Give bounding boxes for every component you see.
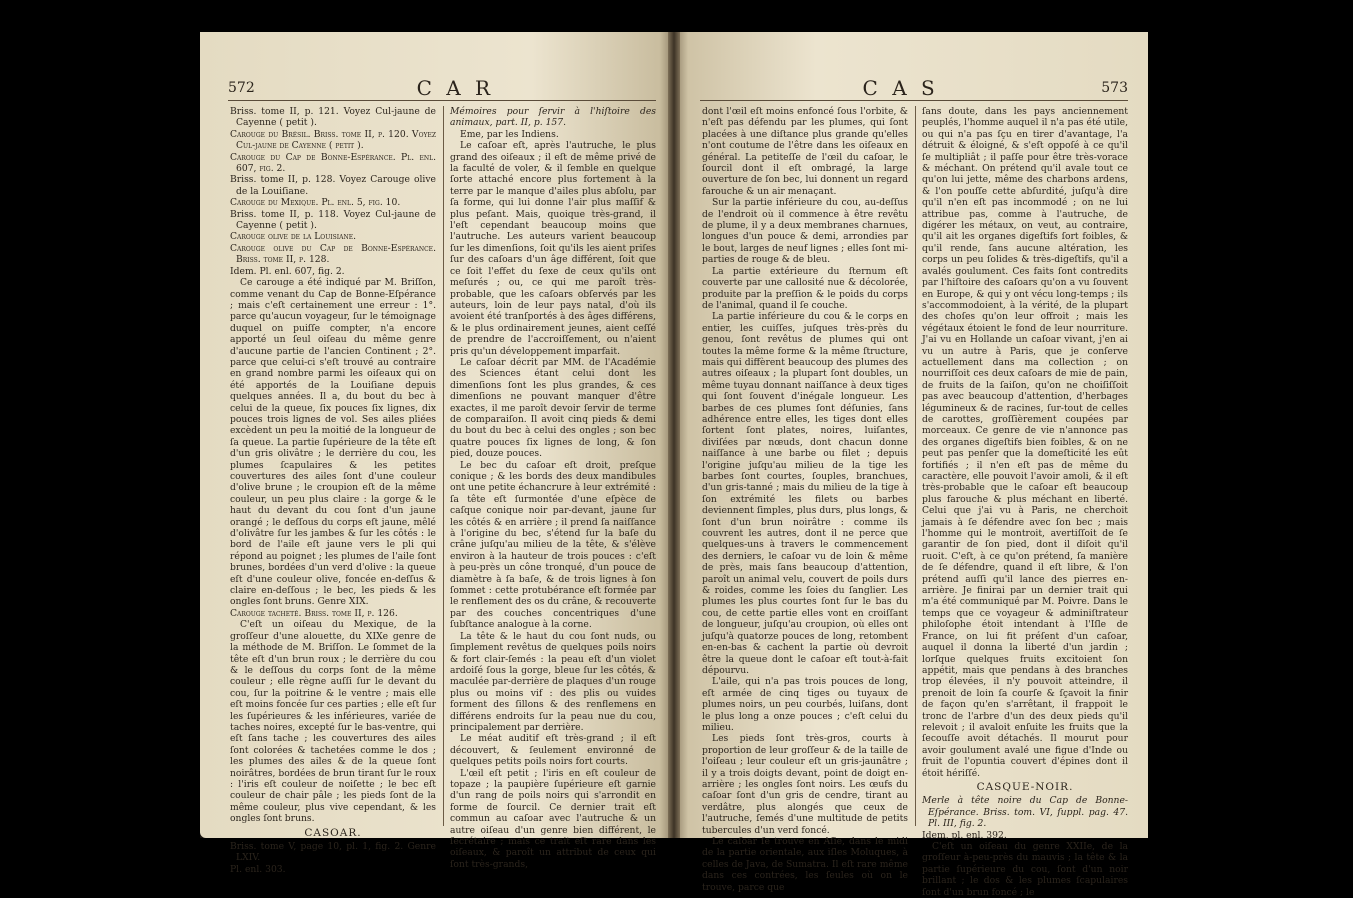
open-book	[200, 32, 1148, 898]
body-paragraph: Le bec du caſoar eſt droit, preſque conique ; & les bords des deux mandibules ont une petite échancrure à leur extrémité : ſa tête eſt ſurmontée d'une eſpèce de caſque conique noir par-devant, jaune ſur les côtés & en arrière ; il prend ſa naiſſance à l'origine du bec, s'étend ſur la baſe du crâne juſqu'au milieu de la tête, & s'élève environ à la hauteur de trois pouces : c'eſt à peu-près un cône tronqué, d'un pouce de diamètre à ſa baſe, & de trois lignes à ſon ſommet : cette protubérance eſt formée par le renflement des os du crâne, & recouverte par des couches concentriques d'une ſubſtance analogue à la corne.	[450, 459, 657, 631]
entry-text: Briss. tome II, p. 128. Voyez Carouge olive de la Louiſiane.	[230, 174, 436, 197]
body-paragraph: L'aile, qui n'a pas trois pouces de long, eſt armée de cinq tiges ou tuyaux de plumes noirs, un peu courbés, luiſans, dont le plus long a onze pouces ; c'eſt celui du milieu.	[702, 676, 908, 733]
right-column-1	[702, 106, 908, 893]
page-number: 572	[228, 80, 255, 96]
entry-text: Carouge du Bréſil. Briss. tome II, p. 120. Voyez Cul-jaune de Cayenne ( petit ).	[230, 128, 436, 152]
entry-text: Briss. tome V, page 10, pl. 1, fig. 2. Genre LXIV.	[230, 841, 436, 864]
running-head: C A R	[416, 76, 495, 100]
body-paragraph: La partie extérieure du ſternum eſt couverte par une callosité nue & décolorée, produite par la preſſion & le poids du corps de l'animal, quand il ſe couche.	[702, 265, 908, 311]
entry-heading: CASOAR.	[304, 826, 362, 839]
body-paragraph: Le caſoar ſe trouve en Aſie, dans le midi de la partie orientale, aux iſles Moluques, à celles de Java, de Sumatra. Il eſt rare même dans ces contrées, les ſeules où on le trouve, parce que	[702, 836, 908, 893]
body-paragraph: C'eſt un oiſeau du genre XXIIe, de la groſſeur à-peu-près du mauvis ; la tête & la partie ſupérieure du cou, ſont d'un noir brillant ; le dos & les plumes ſcapulaires ſont d'un brun foncé ; le	[922, 841, 1128, 898]
entry-text: Briss. tome II, p. 121. Voyez Cul-jaune de Cayenne ( petit ).	[230, 106, 436, 129]
entry-text: Merle à tête noire du Cap de Bonne-Eſpérance. Briss. tom. VI, ſuppl. pag. 47. Pl. III, fig. 2.	[922, 795, 1128, 830]
left-column-1	[230, 106, 436, 875]
entry-text: Pl. enl. 303.	[230, 863, 286, 875]
citation: Mémoires pour ſervir à l'hiſtoire des animaux, part. II, p. 157.	[450, 106, 656, 129]
body-paragraph: L'œil eſt petit ; l'iris en eſt couleur de topaze ; la paupière ſupérieure eſt garnie d'un rang de poils noirs qui s'arrondit en forme de ſourcil. Ce dernier trait eſt commun au caſoar avec l'autruche & un autre oiſeau d'un genre bien différent, le ſecrétaire ; mais ce trait eſt rare dans les oiſeaux, & paroît un attribut de ceux qui ſont très-grands,	[450, 767, 656, 870]
right-page	[674, 32, 1148, 898]
left-column-2	[450, 106, 657, 870]
header-rule	[700, 100, 1128, 101]
book-spine	[668, 32, 680, 838]
entry-text: Carouge olive de la Louiſiane.	[230, 231, 357, 243]
body-paragraph: dont l'œil eſt moins enfoncé ſous l'orbite, & n'eſt pas défendu par les plumes, qui ſont placées à une diſtance plus grande qu'elles n'ont coutume de l'être dans les oiſeaux en général. La petiteſſe de l'œil du caſoar, le ſourcil dont il eſt ombragé, la large ouverture de ſon bec, lui donnent un regard farouche & un air menaçant.	[702, 106, 908, 197]
body-paragraph: La partie inférieure du cou & le corps en entier, les cuiſſes, juſques très-près du genou, ſont revêtus de plumes qui ont toutes la même forme & la même ſtructure, mais qui diffèrent beaucoup des plumes des autres oiſeaux ; la plupart ſont doubles, un même tuyau donnant naiſſance à deux tiges qui ſont ſouvent d'inégale longueur. Les barbes de ces plumes ſont déſunies, ſans adhérence entre elles, les tiges dont elles ſortent ſont plates, noires, luiſantes, diviſées par nœuds, dont chacun donne naiſſance à une barbe ou filet ; depuis l'origine juſqu'au milieu de la tige les barbes ſont courtes, ſouples, branchues, d'un gris-tanné ; mais du milieu de la tige à ſon extrémité les filets ou barbes deviennent ſimples, plus durs, plus longs, & ſont d'un brun noirâtre : comme ils couvrent les autres, dont il ne perce que quelques-uns à travers le commencement des derniers, le caſoar vu de loin & même de près, mais ſans beaucoup d'attention, paroît un animal velu, couvert de poils durs & roides, comme les ſoies du ſanglier. Les plumes les plus courtes ſont ſur le bas du cou, de cette partie elles vont en croiſſant de longueur, juſqu'au croupion, où elles ont juſqu'à quatorze pouces de long, retombent en-en-bas & cachent la partie où devroit être la queue dont le caſoar eſt tout-à-fait dépourvu.	[702, 311, 908, 676]
column-divider	[443, 106, 444, 826]
page-number: 573	[1101, 80, 1128, 96]
body-paragraph: La tête & le haut du cou ſont nuds, ou ſimplement revêtus de quelques poils noirs & fort clair-ſemés : la peau eſt d'un violet ardoiſé ſous la gorge, bleue ſur les côtés, & maculée par-derrière de plaques d'un rouge plus ou moins vif : des plis ou vuides forment des ſillons & des renflemens en différens endroits ſur la peau nue du cou, principalement par derrière.	[450, 630, 656, 733]
body-paragraph: Les pieds ſont très-gros, courts à proportion de leur groſſeur & de la taille de l'oiſeau ; leur couleur eſt un gris-jaunâtre ; il y a trois doigts devant, point de doigt en-arrière ; les ongles ſont noirs. Les œufs du caſoar ſont d'un gris de cendre, tirant au verdâtre, plus alongés que ceux de l'autruche, ſemés d'une multitude de petits tubercules d'un verd foncé.	[702, 733, 908, 836]
body-paragraph: Le méat auditif eſt très-grand ; il eſt découvert, & ſeulement environné de quelques petits poils noirs fort courts.	[450, 733, 656, 768]
body-paragraph: Ce carouge a été indiqué par M. Briſſon, comme venant du Cap de Bonne-Eſpérance ; mais c'eſt certainement une erreur : 1°. parce qu'aucun voyageur, ſur le témoignage duquel on puiſſe compter, n'a encore apporté un ſeul oiſeau du même genre d'aucune partie de l'ancien Continent ; 2°. parce que celui-ci s'eſt trouvé au contraire en grand nombre parmi les oiſeaux qui on été apportés de la Louiſiane depuis quelques années. Il a, du bout du bec à celui de la queue, ſix pouces ſix lignes, dix pouces trois lignes de vol. Ses ailes pliées excèdent un peu la moitié de la longueur de ſa queue. La partie ſupérieure de la tête eſt d'un gris olivâtre ; le derrière du cou, les plumes ſcapulaires & les petites couvertures des ailes ſont d'une couleur d'olive brune ; le croupion eſt de la même couleur, un peu plus claire : la gorge & le haut du devant du cou ſont d'un jaune orangé ; le deſſous du corps eſt jaune, mêlé d'olivâtre ſur les jambes & ſur les côtés : le bord de l'aile eſt jaune vers le pli qui répond au poignet ; les plumes de l'aile ſont brunes, bordées d'un verd d'olive : la queue eſt d'une couleur olive, foncée en-deſſus & claire en-deſſous ; le bec, les pieds & les ongles ſont bruns. Genre XIX.	[230, 277, 436, 608]
entry-text: Carouge olive du Cap de Bonne-Eſpérance. Briss. tome II, p. 128.	[230, 242, 436, 266]
body-paragraph: ſans doute, dans les pays anciennement peuplés, l'homme auquel il n'a pas été utile, ou qui n'a pas ſçu en tirer d'avantage, l'a détruit & éloigné, & s'eſt oppoſé à ce qu'il ſe multipliât ; il paſſe pour être très-vorace & méchant. On prétend qu'il avale tout ce qu'on lui jette, même des charbons ardens, & l'on pouſſe cette abſurdité, juſqu'à dire qu'il n'en eſt pas incommodé ; on ne lui attribue pas, comme à l'autruche, de digérer les métaux, on veut, au contraire, qu'il ait les organes digeſtifs ſort foibles, & qu'il rende, ſans aucune altération, les corps un peu ſolides & très-digeſtifs, qu'il a avalés goulument. Ces faits ſont contredits par l'hiſtoire des caſoars qu'on a vu ſouvent en Europe, & qui y ont vécu long-temps ; ils s'accommodoient, à la vérité, de la plupart des choſes qu'on leur offroit ; mais les végétaux étoient le fond de leur nourriture. J'ai vu en Hollande un caſoar vivant, j'en ai vu un autre à Paris, que je conſerve actuellement dans ma collection ; on nourriſſoit ces deux caſoars de mie de pain, de fruits de la ſaiſon, qu'on ne choiſiſſoit pas avec beaucoup d'attention, d'herbages légumineux & de racines, ſur-tout de celles de carottes, groſſièrement coupées par morceaux. Ce genre de vie n'annonce pas des organes digeſtifs bien foibles, & on ne peut pas penſer que la domeſticité les eût fortifiés ; il n'en eſt pas de même du caractère, elle pouvoit l'avoir amoli, & il eſt très-probable que le caſoar eſt beaucoup plus farouche & plus méchant en liberté. Celui que j'ai vu à Paris, ne cherchoit jamais à ſe défendre avec ſon bec ; mais l'homme qui le montroit, avertiſſoit de ſe garantir de ſon pied, dont il diſoit qu'il ruoit. C'eſt, à ce qu'on prétend, ſa manière de ſe défendre, quand il eſt libre, & l'on prétend auſſi qu'il lance des pierres en-arrière. Je finirai par un dernier trait qui m'a été communiqué par M. Poivre. Dans le temps que ce voyageur & adminiſtrateur philoſophe étoit intendant à l'Iſle de France, on lui fit préſent d'un caſoar, auquel il donna la liberté d'un jardin ; lorſque quelques fruits excitoient ſon appétit, mais que pendans à des branches trop élevées, il n'y pouvoit atteindre, il prenoit de loin ſa courſe & ſçavoit la finir de façon qu'en s'arrêtant, il frappoit le tronc de l'arbre d'un des deux pieds qu'il relevoit ; il avaloit enſuite les fruits que la ſecouſſe avoit détachés. Il mourut pour avoir goulument avalé une figue d'Inde ou fruit de l'opuntia couvert d'épines dont il étoit hériſſé.	[922, 106, 1128, 779]
body-paragraph: Le caſoar décrit par MM. de l'Académie des Sciences étant celui dont les dimenſions ſont les plus grandes, & ces dimenſions ne pouvant manquer d'être exactes, il me paroît devoir ſervir de terme de comparaiſon. Il avoit cinq pieds & demi du bout du bec à celui des ongles ; son bec quatre pouces ſix lignes de long, & ſon pied, douze pouces.	[450, 356, 656, 460]
left-page	[200, 32, 674, 875]
left-page-header	[228, 76, 656, 100]
body-paragraph: Le caſoar eſt, après l'autruche, le plus grand des oiſeaux ; il eſt de même privé de la faculté de voler, & il ſemble en quelque ſorte attaché encore plus fortement à la terre par le manque d'ailes plus abſolu, par ſa forme, qui lui donne l'air plus maſſif & plus peſant. Mais, quoique très-grand, il l'eſt cependant beaucoup moins que l'autruche. Les auteurs varient beaucoup ſur les dimenſions, ſoit qu'ils les aient priſes ſur des caſoars d'un âge différent, ſoit que ce ſoit l'effet du ſexe de ceux qu'ils ont meſurés ; ou, ce qui me paroît très-probable, que les caſoars obſervés par les auteurs, loin de leur pays natal, d'où ils avoient été tranſportés à des âges différens, & le plus ordinairement jeunes, aient ceſſé de prendre de l'accroiſſement, ou n'aient pris qu'un développement imparfait.	[450, 140, 656, 357]
entry-text: Carouge du Cap de Bonne-Eſpérance. Pl. enl. 607, fig. 2.	[230, 151, 436, 175]
header-rule	[228, 100, 656, 101]
entry-text: Carouge tacheté. Briss. tome II, p. 126.	[230, 607, 398, 619]
entry-text: Carouge du Mexique. Pl. enl. 5, fig. 10.	[230, 197, 401, 209]
entry-text: Idem. Pl. enl. 607, fig. 2.	[230, 265, 345, 277]
entry-heading: CASQUE-NOIR.	[976, 780, 1074, 793]
body-paragraph: Eme, par les Indiens.	[460, 128, 559, 140]
entry-text: Idem, pl. enl. 392.	[922, 829, 1007, 841]
right-page-header	[700, 76, 1128, 100]
body-paragraph: C'eſt un oiſeau du Mexique, de la groſſeur d'une alouette, du XIXe genre de la méthode de M. Briſſon. Le ſommet de la tête eſt d'un brun roux ; le derrière du cou & le deſſous du corps ſont de la même couleur ; elle règne auſſi ſur le devant du cou, ſur la poitrine & le ventre ; mais elle eſt moins foncée ſur ces parties ; elle eſt ſur les ſupérieures & les inférieures, variée de taches noires, excepté ſur le bas-ventre, qui eſt ſans tache ; les couvertures des ailes ſont colorées & tachetées comme le dos ; les plumes des ailes & de la queue ſont noirâtres, bordées de brun tirant ſur le roux : l'iris eſt couleur de noiſette ; le bec eſt couleur de chair pâle ; les pieds ſont de la même couleur, plus vive cependant, & les ongles ſont bruns.	[230, 619, 436, 825]
right-column-2	[922, 106, 1128, 898]
running-head: C A S	[862, 76, 939, 100]
body-paragraph: Sur la partie inférieure du cou, au-deſſus de l'endroit où il commence à être revêtu de plume, il y a deux membranes charnues, longues d'un pouce & demi, arrondies par le bout, larges de neuf lignes ; elles ſont mi-parties de rouge & de bleu.	[702, 197, 908, 266]
entry-text: Briss. tome II, p. 118. Voyez Cul-jaune de Cayenne ( petit ).	[230, 208, 436, 232]
column-divider	[915, 106, 916, 826]
